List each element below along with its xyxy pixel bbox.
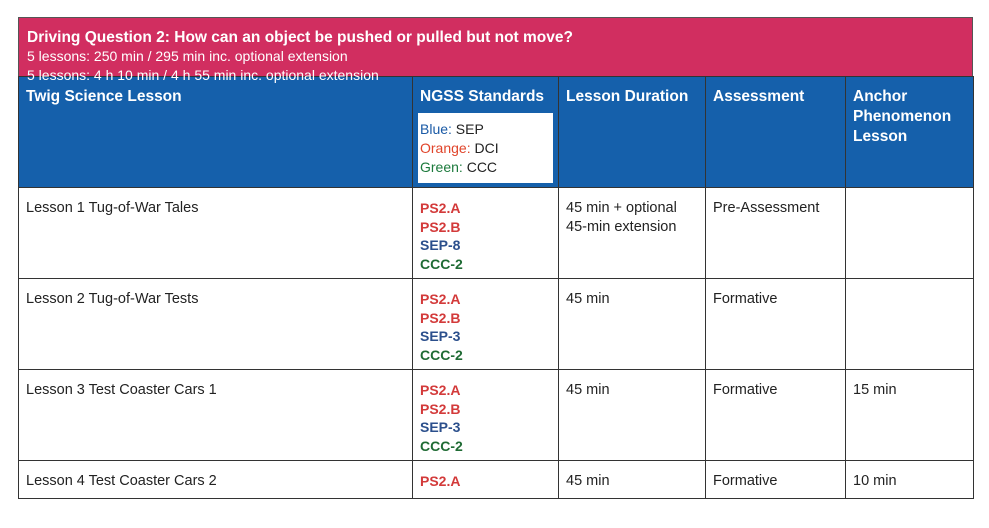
duration-cell: 45 min	[559, 279, 706, 370]
table-row	[19, 279, 974, 370]
assessment-cell: Formative	[706, 461, 846, 499]
assessment-cell: Formative	[706, 370, 846, 461]
lesson-name-cell: Lesson 4 Test Coaster Cars 2	[19, 461, 413, 499]
standard-code: PS2.B	[420, 218, 461, 235]
table-header-row	[19, 77, 974, 188]
standards-cell	[413, 188, 559, 279]
standard-code: SEP-8	[420, 237, 461, 253]
lesson-overview	[18, 17, 973, 499]
standard-code: PS2.A	[420, 473, 461, 489]
legend-blue-value: SEP	[451, 121, 484, 137]
legend-green-label: Green:	[420, 159, 463, 175]
lesson-minutes-summary: 5 lessons: 250 min / 295 min inc. optional extension	[27, 48, 348, 64]
table-body	[19, 188, 974, 499]
lesson-hours-summary: 5 lessons: 4 h 10 min / 4 h 55 min inc. optional extension	[27, 67, 379, 83]
standard-code: CCC-2	[420, 255, 463, 272]
table-row	[19, 188, 974, 279]
standard-code: PS2.B	[420, 400, 461, 417]
lesson-name-cell: Lesson 2 Tug-of-War Tests	[19, 279, 413, 370]
legend-green-value: CCC	[462, 159, 498, 175]
standard-code: CCC-2	[420, 437, 463, 454]
header-anchor: Anchor Phenomenon Lesson	[846, 77, 974, 188]
header-ngss	[413, 77, 559, 188]
standard-code: SEP-3	[420, 419, 461, 435]
header-assessment: Assessment	[706, 77, 846, 188]
standard-code: SEP-3	[420, 328, 461, 344]
standards-cell	[413, 279, 559, 370]
standard-code: PS2.A	[420, 291, 461, 307]
legend-orange-value: DCI	[470, 140, 499, 156]
header-ngss-title: NGSS Standards	[420, 88, 545, 105]
standards-cell	[413, 461, 559, 499]
duration-cell: 45 min + optional 45-min extension	[559, 188, 706, 279]
anchor-cell	[846, 188, 974, 279]
anchor-cell: 10 min	[846, 461, 974, 499]
standards-cell	[413, 370, 559, 461]
anchor-cell: 15 min	[846, 370, 974, 461]
lesson-name-cell: Lesson 3 Test Coaster Cars 1	[19, 370, 413, 461]
lesson-name-cell: Lesson 1 Tug-of-War Tales	[19, 188, 413, 279]
table-row	[19, 370, 974, 461]
table-row	[19, 461, 974, 499]
standard-code: CCC-2	[420, 346, 463, 363]
assessment-cell: Formative	[706, 279, 846, 370]
duration-cell: 45 min	[559, 461, 706, 499]
standard-code: PS2.A	[420, 200, 461, 216]
standard-code: PS2.B	[420, 309, 461, 326]
assessment-cell: Pre-Assessment	[706, 188, 846, 279]
standard-code: PS2.A	[420, 382, 461, 398]
legend-blue-label: Blue:	[420, 121, 452, 137]
driving-question: Driving Question 2: How can an object be pushed or pulled but not move?	[27, 29, 573, 46]
header-lesson: Twig Science Lesson	[19, 77, 413, 188]
driving-question-banner	[18, 17, 973, 83]
duration-cell: 45 min	[559, 370, 706, 461]
anchor-cell	[846, 279, 974, 370]
standards-legend	[418, 113, 553, 183]
legend-orange-label: Orange:	[420, 140, 471, 156]
lesson-table	[18, 76, 974, 499]
header-duration: Lesson Duration	[559, 77, 706, 188]
